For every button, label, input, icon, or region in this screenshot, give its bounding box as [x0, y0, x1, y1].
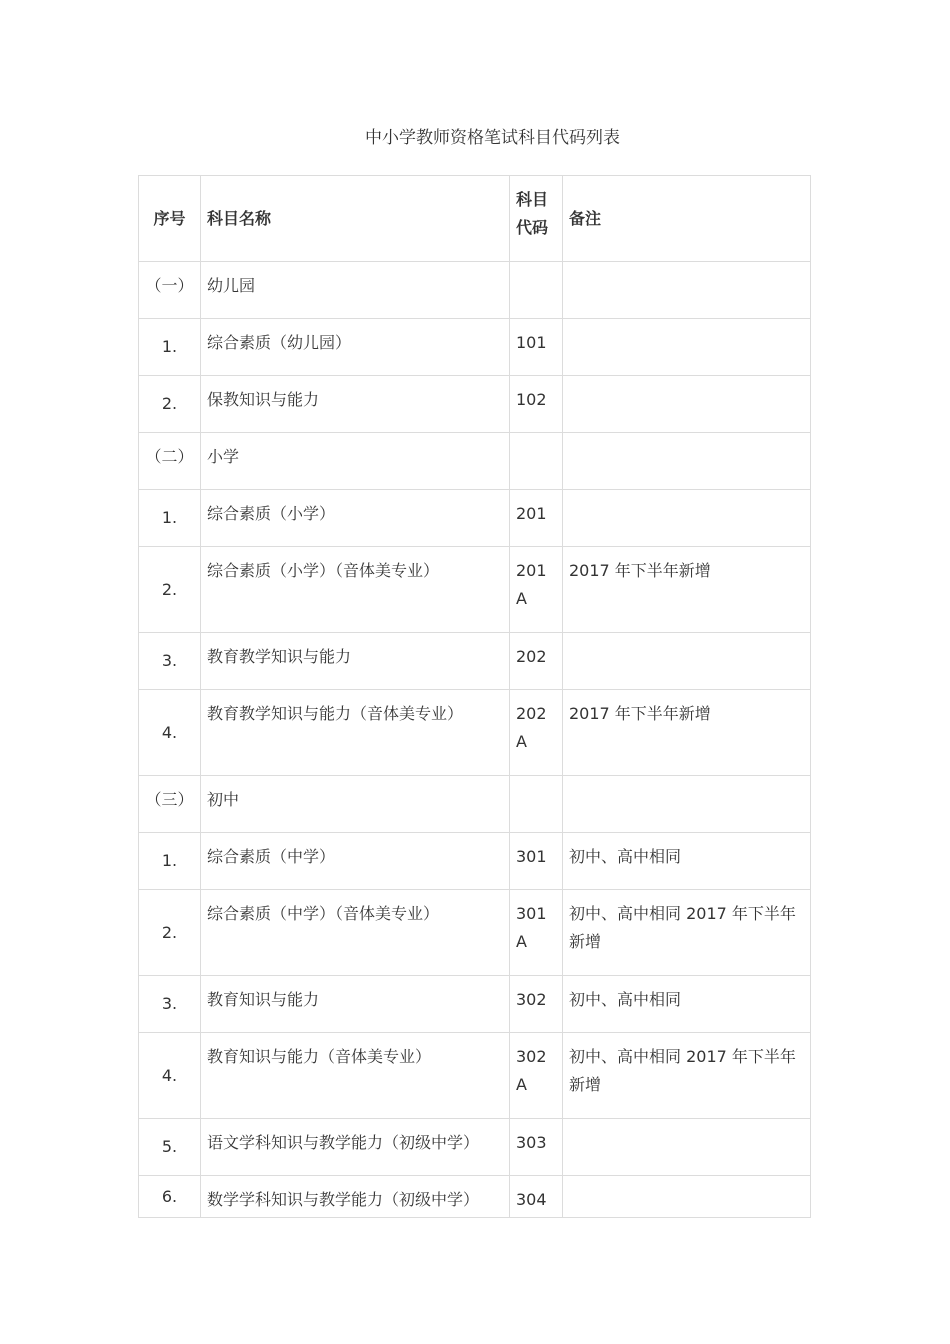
row-number: 4. [139, 690, 201, 776]
subject-name: 综合素质（中学）（音体美专业） [201, 890, 510, 976]
table-row [139, 376, 811, 433]
header-number: 序号 [139, 176, 201, 262]
row-note: 2017 年下半年新增 [563, 690, 811, 776]
subject-name: 综合素质（小学）（音体美专业） [201, 547, 510, 633]
subject-code: 201 [510, 490, 563, 547]
table-row [139, 1119, 811, 1176]
row-number: 2. [139, 890, 201, 976]
subject-name: 综合素质（幼儿园） [201, 319, 510, 376]
subject-code: 301A [510, 890, 563, 976]
subject-code [510, 776, 563, 833]
header-subject-name: 科目名称 [201, 176, 510, 262]
subject-name: 数学学科知识与教学能力（初级中学） [201, 1176, 510, 1218]
table-row [139, 976, 811, 1033]
subject-name: 教育教学知识与能力 [201, 633, 510, 690]
row-number: 3. [139, 976, 201, 1033]
row-note [563, 433, 811, 490]
row-note [563, 319, 811, 376]
row-note: 初中、高中相同 2017 年下半年新增 [563, 1033, 811, 1119]
subject-name: 综合素质（小学） [201, 490, 510, 547]
row-number: 4. [139, 1033, 201, 1119]
row-note [563, 262, 811, 319]
row-note: 初中、高中相同 2017 年下半年新增 [563, 890, 811, 976]
table-row [139, 490, 811, 547]
subject-name: 语文学科知识与教学能力（初级中学） [201, 1119, 510, 1176]
row-number: 2. [139, 376, 201, 433]
subject-code [510, 262, 563, 319]
row-number: 6. [139, 1176, 201, 1218]
row-note [563, 376, 811, 433]
subject-code-table [138, 175, 811, 1218]
row-number: （一） [139, 262, 201, 319]
table-row [139, 833, 811, 890]
subject-code: 301 [510, 833, 563, 890]
subject-code: 102 [510, 376, 563, 433]
subject-name: 保教知识与能力 [201, 376, 510, 433]
page-title: 中小学教师资格笔试科目代码列表 [365, 128, 620, 148]
table-row [139, 1176, 811, 1218]
subject-name: 教育教学知识与能力（音体美专业） [201, 690, 510, 776]
subject-name: 初中 [201, 776, 510, 833]
row-number: （二） [139, 433, 201, 490]
subject-code: 303 [510, 1119, 563, 1176]
row-note: 初中、高中相同 [563, 833, 811, 890]
row-number: 1. [139, 833, 201, 890]
table-row [139, 1033, 811, 1119]
subject-code: 304 [510, 1176, 563, 1218]
subject-code: 302A [510, 1033, 563, 1119]
row-number: （三） [139, 776, 201, 833]
table-row [139, 319, 811, 376]
row-note: 初中、高中相同 [563, 976, 811, 1033]
row-number: 5. [139, 1119, 201, 1176]
row-note [563, 490, 811, 547]
section-row [139, 262, 811, 319]
subject-name: 小学 [201, 433, 510, 490]
subject-name: 综合素质（中学） [201, 833, 510, 890]
subject-code [510, 433, 563, 490]
header-note: 备注 [563, 176, 811, 262]
row-note [563, 776, 811, 833]
table-row [139, 690, 811, 776]
subject-code: 202A [510, 690, 563, 776]
row-number: 2. [139, 547, 201, 633]
subject-code: 201A [510, 547, 563, 633]
subject-code: 202 [510, 633, 563, 690]
header-subject-code: 科目代码 [510, 176, 563, 262]
table-header-row [139, 176, 811, 262]
subject-name: 教育知识与能力 [201, 976, 510, 1033]
subject-name: 幼儿园 [201, 262, 510, 319]
row-note: 2017 年下半年新增 [563, 547, 811, 633]
subject-code: 302 [510, 976, 563, 1033]
row-note [563, 1119, 811, 1176]
row-number: 3. [139, 633, 201, 690]
row-number: 1. [139, 319, 201, 376]
row-note [563, 1176, 811, 1218]
table-row [139, 547, 811, 633]
row-note [563, 633, 811, 690]
row-number: 1. [139, 490, 201, 547]
section-row [139, 433, 811, 490]
table-row [139, 890, 811, 976]
table-row [139, 633, 811, 690]
section-row [139, 776, 811, 833]
subject-name: 教育知识与能力（音体美专业） [201, 1033, 510, 1119]
subject-code: 101 [510, 319, 563, 376]
